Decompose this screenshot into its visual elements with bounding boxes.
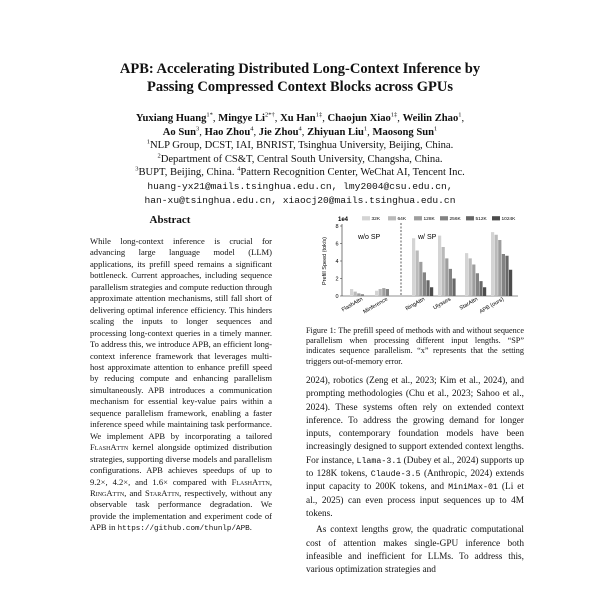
bar xyxy=(375,291,378,296)
legend-label: 32K xyxy=(371,217,381,223)
separator: , xyxy=(397,113,400,124)
method-name: RingAttn xyxy=(90,487,125,498)
region-label-without-sp: w/o SP xyxy=(358,234,381,241)
bar xyxy=(452,279,455,297)
body-part: (Li et al., 2025) can even process input sequences up to 4M tokens. xyxy=(306,482,525,519)
paper-title xyxy=(40,60,560,96)
bar xyxy=(416,251,419,297)
author-name: Ao Sun xyxy=(162,126,197,138)
affiliation-2 xyxy=(40,153,560,167)
separator: , xyxy=(367,126,370,138)
abstract-heading: Abstract xyxy=(149,214,191,226)
affil-text: BUPT, Beijing, China. xyxy=(138,167,235,179)
bar xyxy=(449,269,452,296)
email-line-1 xyxy=(40,180,560,194)
legend-swatch xyxy=(492,216,500,220)
bar xyxy=(465,253,468,296)
bar xyxy=(357,293,360,296)
author-name: Zhiyuan Liu xyxy=(307,126,364,138)
author-name: Weilin Zhao xyxy=(402,113,459,124)
legend-label: 256K xyxy=(449,217,461,223)
bar xyxy=(498,240,501,296)
legend-label: 512K xyxy=(475,217,487,223)
bar xyxy=(476,273,479,296)
model-name: MiniMax-01 xyxy=(448,483,498,493)
author-sup: 2*† xyxy=(265,111,275,119)
paragraph-1 xyxy=(306,375,524,521)
affiliation-1 xyxy=(40,139,560,153)
author-name: Jie Zhou xyxy=(258,126,299,138)
y-tick-label: 8 xyxy=(335,224,339,230)
x-tick-label: StarAttn xyxy=(458,296,479,312)
bar xyxy=(386,289,389,296)
figure-caption: Figure 1: The prefill speed of methods with and without sequence parallelism when processing different input lengths. “SP” indicates sequence parallelism. “x” represents that the setting triggers out-of-memory error. xyxy=(306,326,524,366)
author-name: Yuxiang Huang xyxy=(135,113,207,124)
x-tick-labels xyxy=(341,296,505,315)
bar xyxy=(361,294,364,296)
author-sup: 1 xyxy=(434,125,438,133)
y-axis-label: Prefill Speed (tok/s) xyxy=(322,237,328,285)
abstract-part: While long-context inference is crucial for advancing large language model (LLM) applications, its prefill speed remains a significant bottleneck. Current approaches, including sequence parallelism strategies and compute reduction through approximate attention mechanisms, still fall short of delivering optimal inference efficiency. This hinders scaling the inputs to longer sequences and processing long-context queries in a timely manner. To address this, we introduce APB, an efficient long-context inference framework that leverages multi-host approximate attention to enhance prefill speed by reducing compute and enhancing parallelism simultaneously. APB introduces a communication mechanism for essential key-value pairs within a sequence parallelism framework, enabling a faster inference speed while maintaining task performance. We implement APB by incorporating a tailored xyxy=(90,236,272,441)
bar xyxy=(382,288,385,296)
bar xyxy=(412,238,415,296)
body-part: (Anthropic, 2024) extends input capacity to 200K tokens, and xyxy=(306,469,524,493)
method-name: FlashAttn xyxy=(231,476,270,487)
y-scale-label: 1e4 xyxy=(338,217,349,223)
separator: , xyxy=(274,113,278,124)
separator: , xyxy=(301,126,305,138)
author-sup: 3 xyxy=(196,125,200,133)
bar xyxy=(505,256,508,296)
bar xyxy=(354,292,357,296)
author-name: Xu Han xyxy=(280,113,316,124)
separator: , xyxy=(322,113,325,124)
legend-label: 1024K xyxy=(501,217,516,223)
separator: , xyxy=(212,113,216,124)
email-link[interactable]: huang-yx21@mails.tsinghua.edu.cn xyxy=(147,180,332,192)
legend-swatch xyxy=(388,216,396,220)
y-tick-label: 0 xyxy=(335,294,339,300)
bar xyxy=(469,258,472,296)
code-link[interactable]: https://github.com/thunlp/APB xyxy=(117,525,250,534)
bar xyxy=(430,287,433,296)
x-tick-label: Minference xyxy=(362,296,389,316)
legend-swatch xyxy=(440,216,448,220)
bar xyxy=(350,289,353,296)
bar xyxy=(472,265,475,297)
bar xyxy=(419,262,422,296)
author-sup: 1‡ xyxy=(315,111,323,119)
author-sup: 4 xyxy=(250,125,254,133)
method-name: StarAttn xyxy=(144,487,180,498)
x-tick-label: RingAttn xyxy=(404,296,426,313)
y-tick-label: 6 xyxy=(335,241,339,248)
affil-sup: 2 xyxy=(157,152,161,160)
abstract-part: , respectively, without any observable task performance degradation. We provide the implementation and experiment code of APB in xyxy=(90,487,272,533)
affil-sup: 3 xyxy=(135,165,139,173)
bar xyxy=(483,287,486,296)
bar xyxy=(426,280,429,296)
author-sup: 1‡ xyxy=(390,111,398,119)
affil-sup: 4 xyxy=(237,165,241,173)
separator: , xyxy=(461,113,465,124)
bar xyxy=(491,232,494,296)
figure-1 xyxy=(306,214,524,322)
body-column xyxy=(306,375,524,577)
email-link[interactable]: lmy2004@csu.edu.cn xyxy=(343,180,447,192)
bar xyxy=(495,235,498,296)
x-tick-label: Ulysses xyxy=(432,296,452,312)
y-ticks xyxy=(335,224,342,300)
legend-label: 64K xyxy=(397,217,407,223)
author-block xyxy=(40,112,560,207)
separator: , xyxy=(446,180,453,192)
bar xyxy=(423,272,426,296)
separator: , xyxy=(271,194,277,206)
author-name: Hao Zhou xyxy=(204,126,251,138)
x-tick-label: FlashAttn xyxy=(340,296,364,314)
author-line-1 xyxy=(40,112,560,126)
bar xyxy=(445,258,448,296)
y-tick-label: 2 xyxy=(335,276,339,283)
separator: , xyxy=(199,126,202,138)
legend-swatch xyxy=(466,216,474,220)
bars xyxy=(350,232,512,296)
affil-text: NLP Group, DCST, IAI, BNRIST, Tsinghua University, Beijing, China. xyxy=(149,140,454,152)
author-sup: 4 xyxy=(298,125,302,133)
author-name: Maosong Sun xyxy=(372,126,435,138)
author-sup: 1* xyxy=(206,111,213,119)
author-line-2 xyxy=(40,126,560,140)
separator: , xyxy=(253,126,257,138)
prefill-speed-chart xyxy=(306,214,524,322)
x-tick-label: APB (ours) xyxy=(478,296,505,316)
affil-text: Department of CS&T, Central South University, Changsha, China. xyxy=(160,153,443,165)
title-line-1: APB: Accelerating Distributed Long-Context Inference by xyxy=(119,61,481,77)
email-link[interactable]: xiaocj20@mails.tsinghua.edu.cn xyxy=(282,194,456,206)
legend-swatch xyxy=(362,216,370,220)
bar xyxy=(479,281,482,296)
bar xyxy=(379,289,382,296)
author-name: Chaojun Xiao xyxy=(327,113,391,124)
abstract-part: . xyxy=(249,522,252,533)
bar xyxy=(438,236,441,296)
abstract-part: , and xyxy=(124,487,145,498)
author-sup: 1 xyxy=(458,111,462,119)
affil-text: Pattern Recognition Center, WeChat AI, Tencent Inc. xyxy=(240,167,465,179)
email-line-2 xyxy=(40,194,560,208)
bar xyxy=(502,254,505,296)
abstract-part: kernel alongside optimized distribution strategies, supporting diverse models and parallelism configurations. APB achieves speedups of up to 9.2×, 4.2×, and 1.6× compared with xyxy=(90,442,272,487)
model-name: Claude-3.5 xyxy=(370,470,421,480)
y-tick-label: 4 xyxy=(335,259,339,265)
legend-swatch xyxy=(414,216,422,220)
title-line-2: Passing Compressed Context Blocks across GPUs xyxy=(147,79,453,95)
body-part: (Dubey et al., 2024) supports up to 128K tokens, xyxy=(306,455,524,480)
affiliation-3-4 xyxy=(40,166,560,180)
affil-sup: 1 xyxy=(146,138,150,146)
abstract-part: , xyxy=(269,476,272,487)
legend-label: 128K xyxy=(423,217,435,223)
paragraph-2: As context lengths grow, the quadratic computational cost of attention makes single-GPU inference both infeasible and inefficient for LLMs. To address this, various optimization strategies and xyxy=(306,525,524,576)
separator: , xyxy=(331,180,338,192)
author-sup: 1 xyxy=(363,125,368,133)
author-name: Mingye Li xyxy=(218,113,265,124)
abstract-text xyxy=(90,236,272,536)
bar xyxy=(442,247,445,296)
region-label-with-sp: w/ SP xyxy=(418,234,437,241)
body-part: 2024), robotics (Zeng et al., 2023; Kim et al., 2024), and prompting methodologies (Chu et al., 2023; Sahoo et al., 2024). These systems often rely on extended context inference. To address the growing demand for longer inputs, contemporary foundation models have been increasingly designed to support extended context lengths. For instance, xyxy=(306,376,524,466)
chart-legend xyxy=(362,216,516,222)
model-name: Llama-3.1 xyxy=(356,456,402,466)
bar xyxy=(509,270,512,296)
method-name: FlashAttn xyxy=(90,442,129,453)
email-link[interactable]: han-xu@tsinghua.edu.cn xyxy=(144,194,272,206)
